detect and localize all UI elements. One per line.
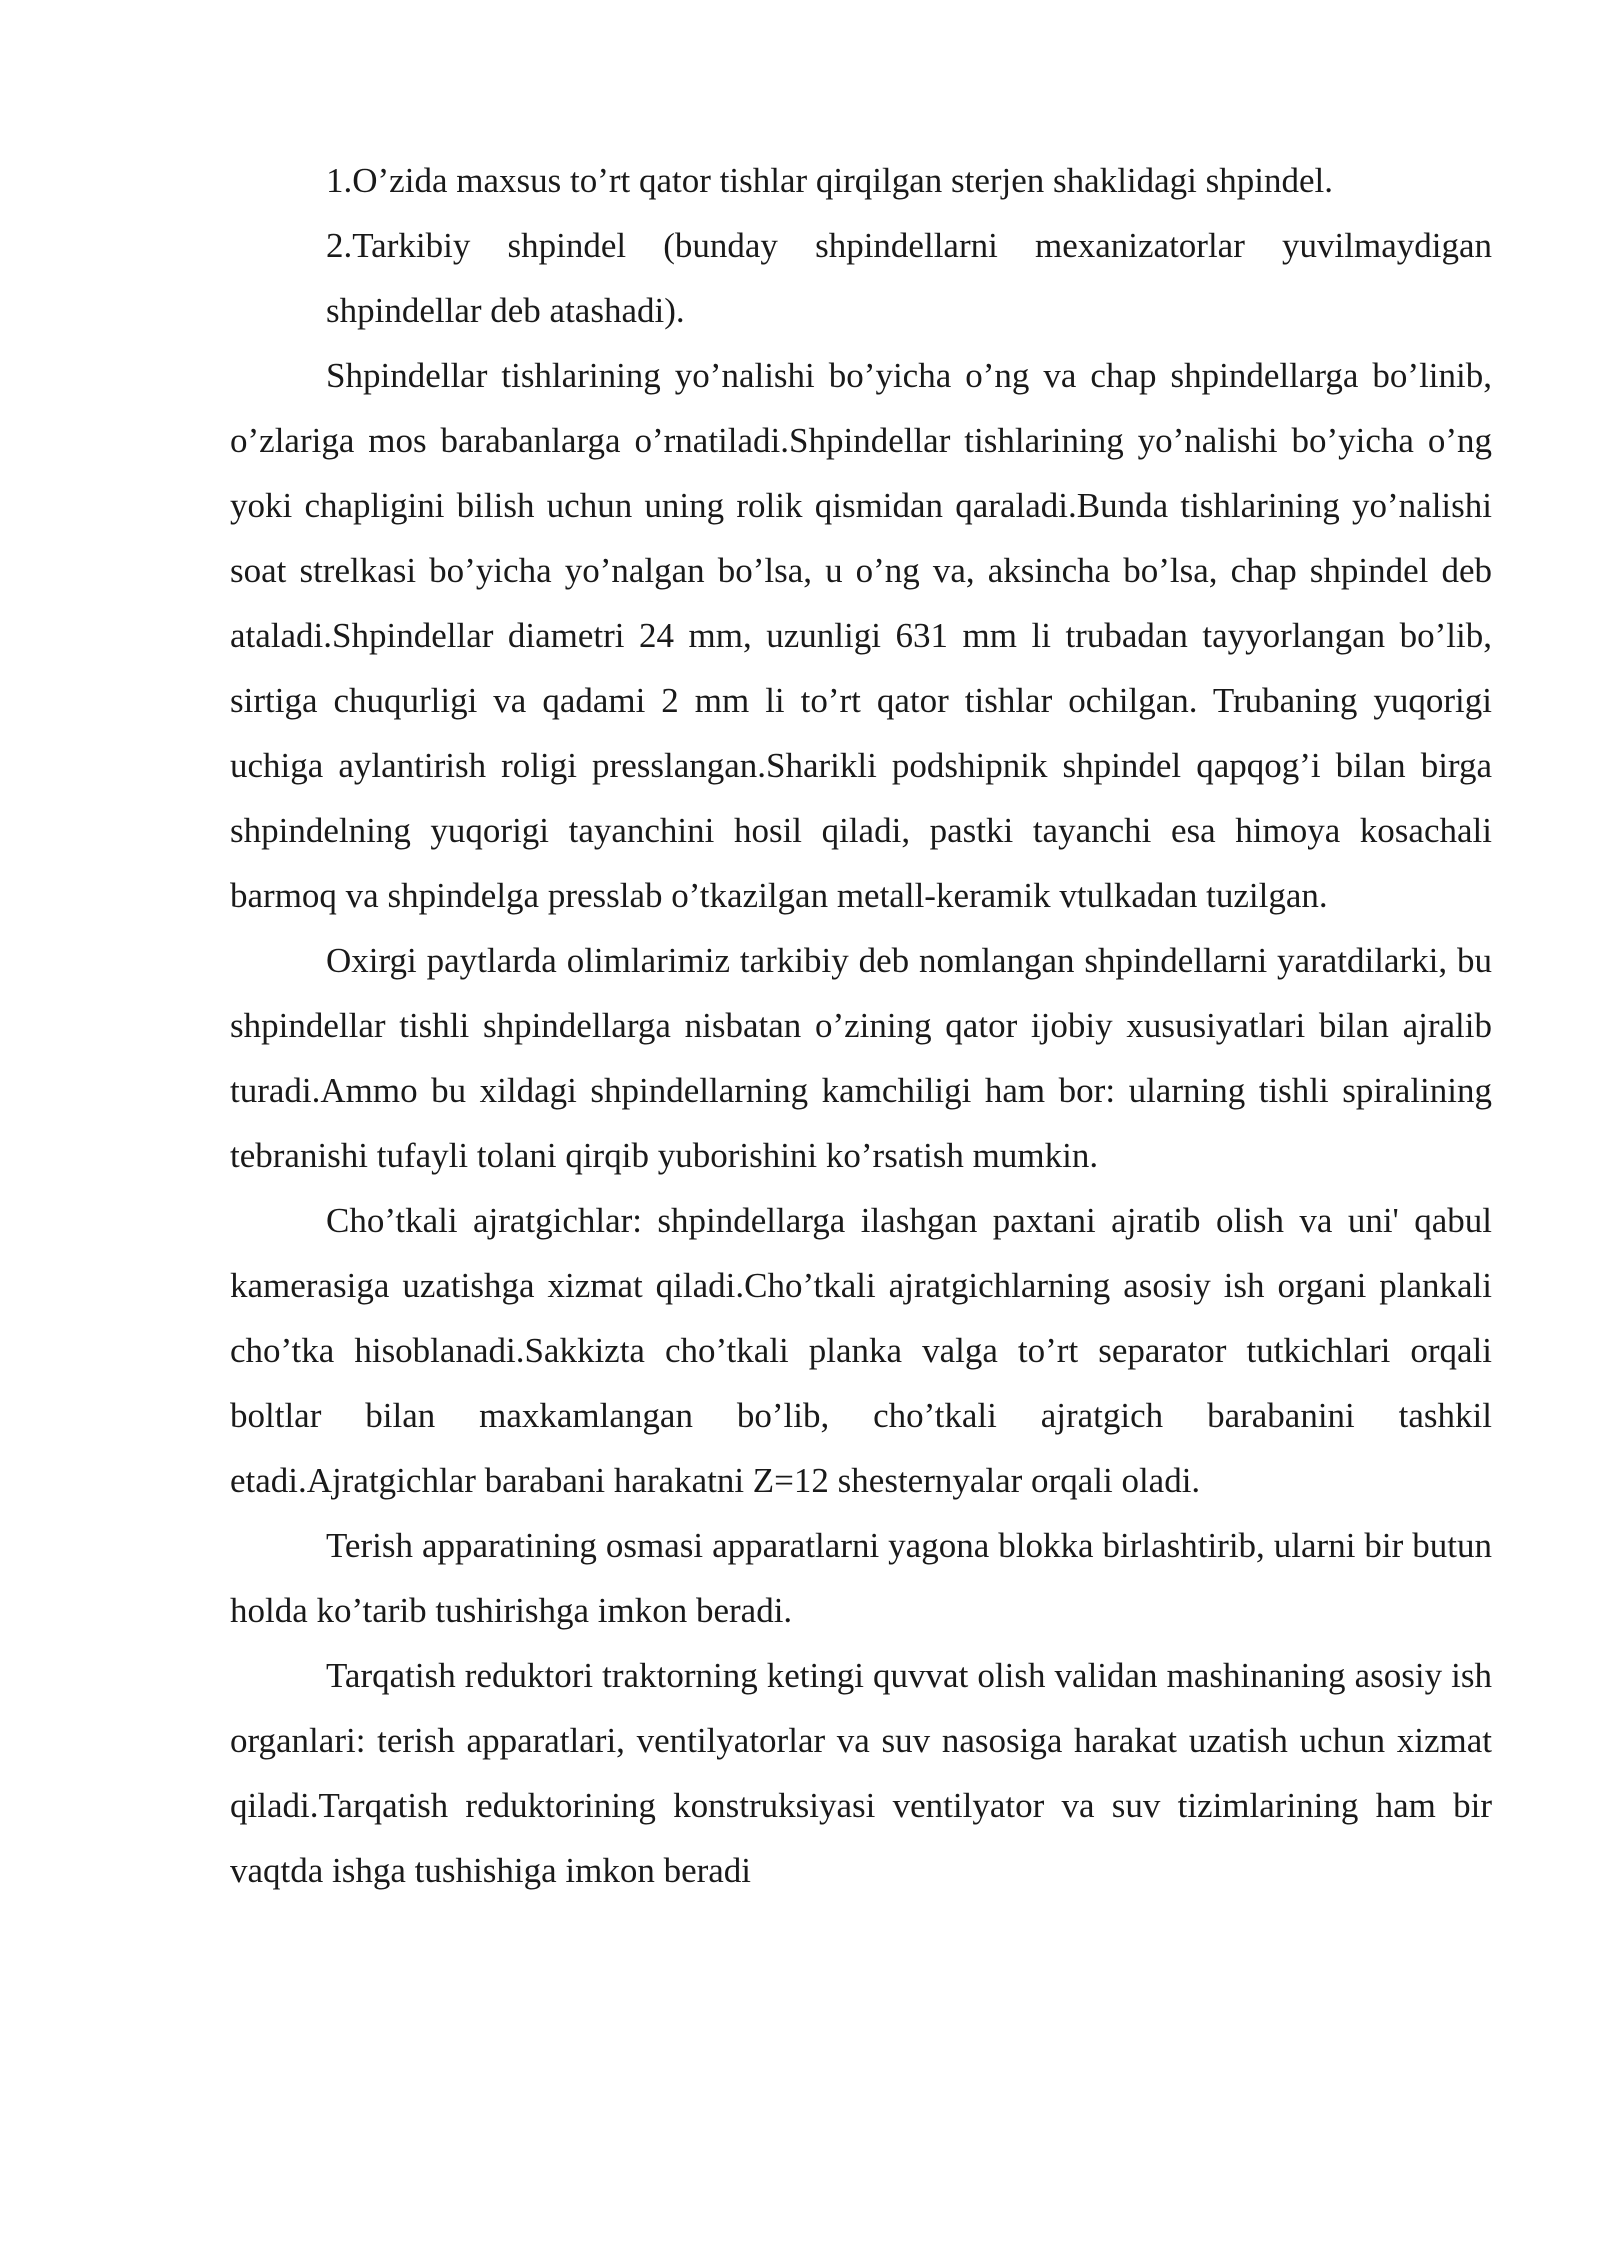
paragraph-chotkali-ajratgichlar: Cho’tkali ajratgichlar: shpindellarga ilashgan paxtani ajratib olish va uni' qabul kamerasiga uzatishga xizmat qiladi.Cho’tkali ajratgichlarning asosiy ish organi plankali cho’tka hisoblanadi.Sakkizta cho’tkali planka valga to’rt separator tutkichlari orqali boltlar bilan maxkamlangan bo’lib, cho’tkali ajratgich barabanini tashkil etadi.Ajratgichlar barabani harakatni Z=12 shesternyalar orqali oladi. <box>230 1201 1492 1500</box>
paragraph-oxirgi-paytlarda: Oxirgi paytlarda olimlarimiz tarkibiy deb nomlangan shpindellarni yaratdilarki, bu shpindellar tishli shpindellarga nisbatan o’zining qator ijobiy xususiyatlari bilan ajralib turadi.Ammo bu xildagi shpindellarning kamchiligi ham bor: ularning tishli spiralining tebranishi tufayli tolani qirqib yuborishini ko’rsatish mumkin. <box>230 941 1492 1175</box>
document-body <box>230 148 1492 1903</box>
paragraph-shpindellar-tishlari: Shpindellar tishlarining yo’nalishi bo’yicha o’ng va chap shpindellarga bo’linib, o’zlariga mos barabanlarga o’rnatiladi.Shpindellar tishlarining yo’nalishi bo’yicha o’ng yoki chapligini bilish uchun uning rolik qismidan qaraladi.Bunda tishlarining yo’nalishi soat strelkasi bo’yicha yo’nalgan bo’lsa, u o’ng va, aksincha bo’lsa, chap shpindel deb ataladi.Shpindellar diametri 24 mm, uzunligi 631 mm li trubadan tayyorlangan bo’lib, sirtiga chuqurligi va qadami 2 mm li to’rt qator tishlar ochilgan. Trubaning yuqorigi uchiga aylantirish roligi presslangan.Sharikli podshipnik shpindel qapqog’i bilan birga shpindelning yuqorigi tayanchini hosil qiladi, pastki tayanchi esa himoya kosachali barmoq va shpindelga presslab o’tkazilgan metall-keramik vtulkadan tuzilgan. <box>230 356 1492 915</box>
paragraph-tarqatish-reduktori: Tarqatish reduktori traktorning ketingi quvvat olish validan mashinaning asosiy ish organlari: terish apparatlari, ventilyatorlar va suv nasosiga harakat uzatish uchun xizmat qiladi.Tarqatish reduktorining konstruksiyasi ventilyator va suv tizimlarining ham bir vaqtda ishga tushishiga imkon beradi <box>230 1656 1492 1890</box>
list-item-shpindel-sterjen: 1.O’zida maxsus to’rt qator tishlar qirqilgan sterjen shaklidagi shpindel. <box>326 161 1334 200</box>
list-item-tarkibiy-shpindel: 2.Tarkibiy shpindel (bunday shpindellarni mexanizatorlar yuvilmaydigan shpindellar deb atashadi). <box>326 226 1492 330</box>
paragraph-terish-apparati-osmasi: Terish apparatining osmasi apparatlarni yagona blokka birlashtirib, ularni bir butun holda ko’tarib tushirishga imkon beradi. <box>230 1526 1492 1630</box>
